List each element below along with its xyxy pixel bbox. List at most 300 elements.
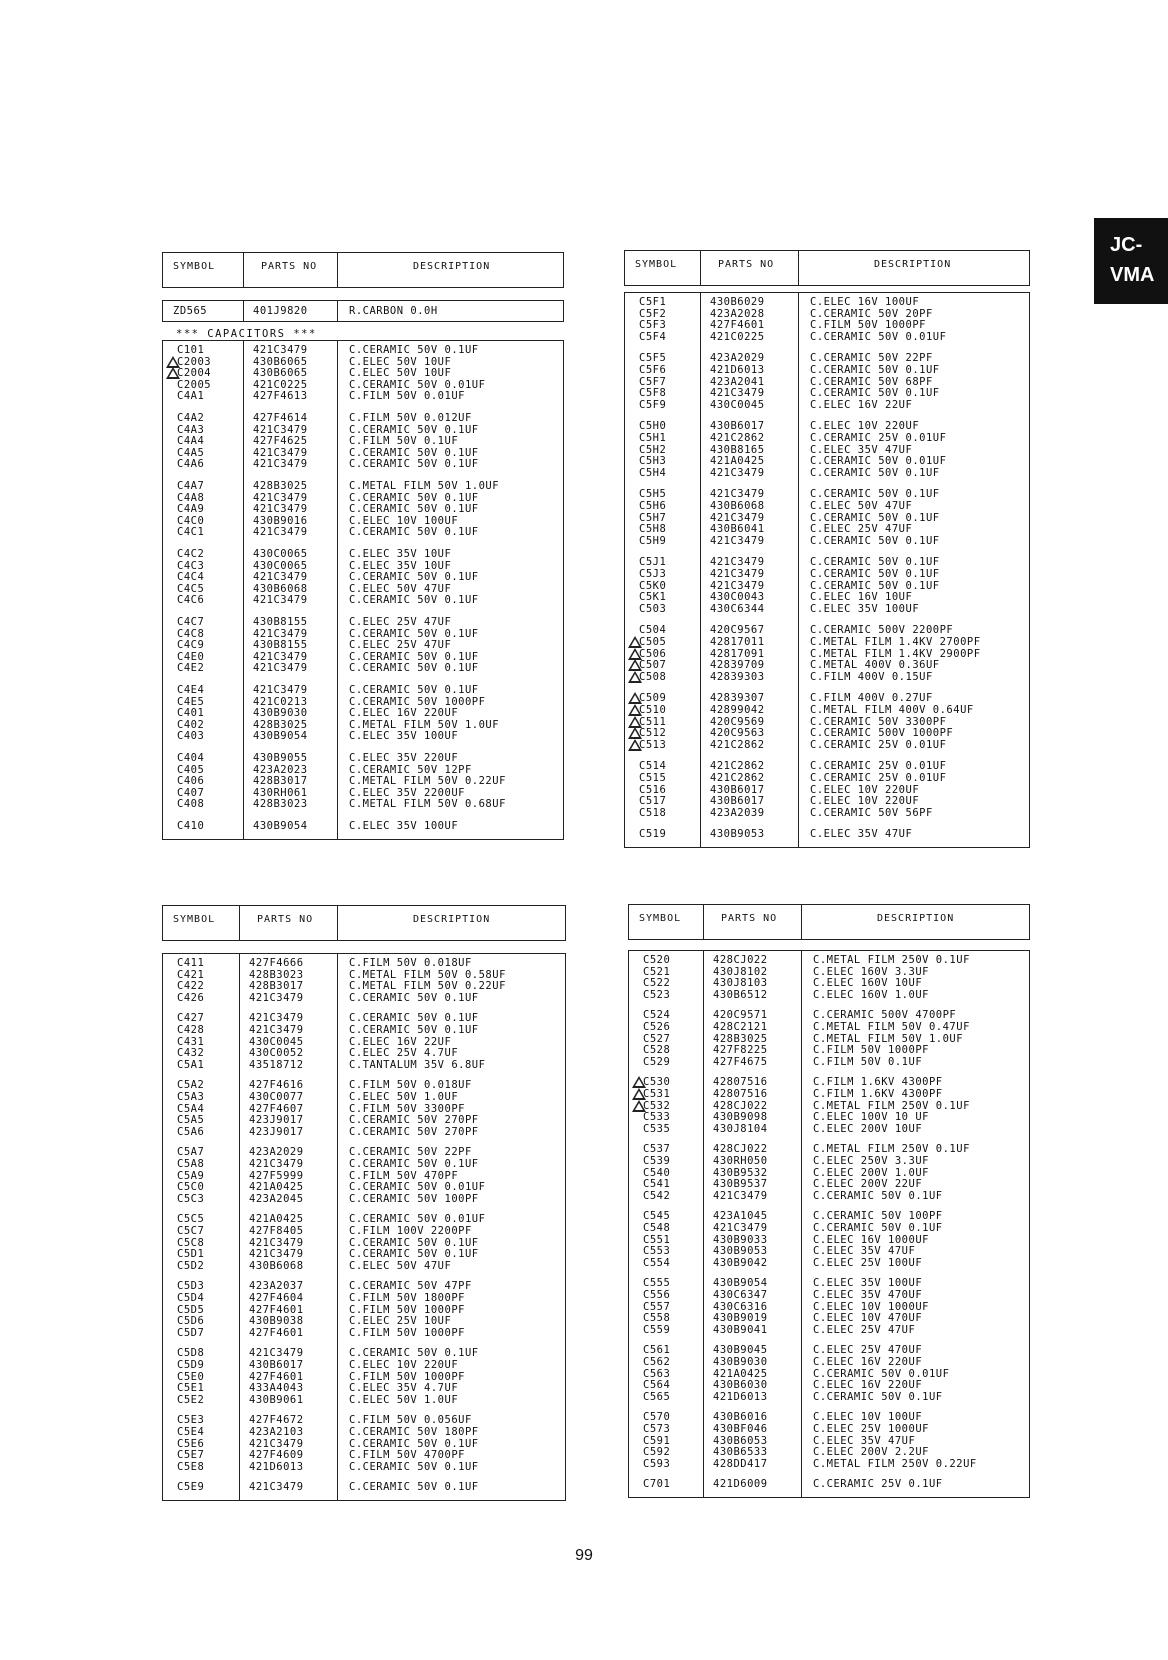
table-row [163, 1360, 565, 1372]
table-row [629, 1191, 1029, 1203]
row-symbol: C514 [639, 760, 667, 773]
row-description: C.ELEC 35V 100UF [813, 1277, 923, 1290]
row-part-no: 42807516 [713, 1076, 768, 1089]
row-description: C.CERAMIC 50V 0.1UF [349, 684, 479, 696]
row-part-no: 428B3025 [713, 1032, 768, 1045]
row-description: C.ELEC 35V 47UF [810, 828, 913, 841]
row-symbol: C5F3 [639, 319, 667, 332]
row-symbol: C403 [177, 730, 205, 743]
row-description: C.ELEC 200V 22UF [813, 1178, 923, 1191]
header-divider [337, 906, 338, 940]
row-description: C.CERAMIC 50V 47PF [349, 1280, 472, 1293]
row-symbol: C2004 [177, 367, 212, 380]
row-part-no: 430B6068 [249, 1259, 304, 1272]
row-part-no: 423A2103 [249, 1426, 304, 1438]
row-description: C.ELEC 16V 22UF [349, 1035, 452, 1048]
row-description: C.CERAMIC 50V 56PF [810, 806, 933, 819]
row-part-no: 428B3017 [253, 775, 308, 788]
row-description: C.ELEC 25V 47UF [349, 616, 452, 628]
row-symbol: C431 [177, 1035, 205, 1048]
row-part-no: 421C3479 [249, 1158, 304, 1170]
row-part-no: 430B9016 [253, 514, 308, 527]
row-symbol: C535 [643, 1122, 671, 1135]
page-number: 99 [575, 1547, 593, 1564]
row-description: C.CERAMIC 50V 270PF [349, 1125, 479, 1138]
header-divider [703, 905, 704, 939]
row-part-no: 430C0065 [253, 559, 308, 572]
row-part-no: 421C3479 [253, 594, 308, 607]
row-description: C.CERAMIC 500V 2200PF [810, 624, 954, 637]
row-symbol: C515 [639, 772, 667, 784]
row-part-no: 421C3479 [253, 423, 308, 436]
row-description: C.METAL FILM 50V 0.22UF [349, 980, 506, 993]
row-part-no: 430J8102 [713, 965, 768, 978]
row-part-no: 428CJ022 [713, 1143, 768, 1156]
header-symbol: SYMBOL [173, 261, 216, 272]
row-symbol: C404 [177, 752, 205, 764]
row-symbol: C5C7 [177, 1225, 205, 1237]
row-symbol: C5D7 [177, 1326, 205, 1339]
row-symbol: C563 [643, 1367, 671, 1380]
row-symbol: C565 [643, 1390, 671, 1403]
row-description: C.METAL FILM 50V 0.58UF [349, 968, 506, 981]
row-description: C.CERAMIC 50V 0.1UF [810, 466, 940, 479]
row-symbol: C5F4 [639, 330, 667, 343]
row-part-no: 433A4043 [249, 1382, 304, 1395]
row-part-no: 430C6347 [713, 1289, 768, 1301]
row-description: C.CERAMIC 50V 0.1UF [349, 503, 479, 516]
row-part-no: 421C3479 [710, 568, 765, 580]
row-symbol: C4C7 [177, 616, 205, 628]
row-description: C.ELEC 35V 2200UF [349, 786, 465, 799]
row-symbol: C4A7 [177, 480, 205, 492]
row-description: C.ELEC 35V 470UF [813, 1289, 923, 1301]
row-symbol: C5E3 [177, 1414, 205, 1427]
preface-box [162, 300, 564, 322]
row-symbol: C532 [643, 1099, 671, 1112]
row-part-no: 428CJ022 [713, 1099, 768, 1112]
row-description: C.FILM 50V 1000PF [349, 1326, 465, 1339]
row-part-no: 420C9569 [710, 715, 765, 728]
table-row [629, 1424, 1029, 1436]
row-symbol: C539 [643, 1155, 671, 1167]
section-title: *** CAPACITORS *** [176, 328, 317, 340]
row-symbol: C557 [643, 1300, 671, 1313]
row-description: C.CERAMIC 50V 0.1UF [349, 594, 479, 607]
row-symbol: C4E4 [177, 684, 205, 696]
row-part-no: 430B9041 [713, 1323, 768, 1336]
row-part-no: 421C2862 [710, 760, 765, 773]
row-description: C.ELEC 35V 4.7UF [349, 1382, 459, 1395]
row-description: C.METAL FILM 250V 0.1UF [813, 954, 970, 966]
table-row [163, 1127, 565, 1139]
table-row [163, 413, 563, 425]
row-description: C.CERAMIC 50V 0.1UF [349, 1158, 479, 1170]
row-description: C.METAL FILM 50V 0.68UF [349, 798, 506, 811]
row-description: C.CERAMIC 50V 0.01UF [810, 455, 947, 468]
row-part-no: 421C3479 [253, 526, 308, 539]
row-part-no: 427F4604 [249, 1292, 304, 1304]
row-symbol: C561 [643, 1344, 671, 1357]
row-description: C.FILM 50V 1800PF [349, 1292, 465, 1304]
row-part-no: 430B9053 [713, 1245, 768, 1258]
row-description: C.ELEC 200V 10UF [813, 1122, 923, 1135]
row-description: C.ELEC 200V 1.0UF [813, 1166, 929, 1179]
column-divider [798, 293, 799, 847]
row-symbol: C5D2 [177, 1259, 205, 1272]
row-symbol: C528 [643, 1044, 671, 1057]
row-description: C.CERAMIC 50V 0.1UF [810, 534, 940, 547]
chapter-tab-line2: VMA [1110, 264, 1155, 286]
header-divider [798, 251, 799, 285]
row-symbol: C5K1 [639, 591, 667, 604]
row-description: C.METAL FILM 50V 0.47UF [813, 1021, 970, 1033]
row-description: C.CERAMIC 50V 100PF [813, 1210, 943, 1223]
row-part-no: 421D6009 [713, 1478, 768, 1491]
row-description: C.ELEC 25V 47UF [810, 523, 913, 536]
row-part-no: 430C0045 [249, 1035, 304, 1048]
table-row [163, 1293, 565, 1305]
table-row [629, 1258, 1029, 1270]
row-symbol: C422 [177, 980, 205, 993]
table-row [625, 365, 1029, 377]
row-description: C.CERAMIC 50V 22PF [810, 352, 933, 365]
row-symbol: C4C4 [177, 571, 205, 584]
row-part-no: 421C3479 [253, 627, 308, 640]
row-description: C.ELEC 10V 470UF [813, 1312, 923, 1325]
row-part-no: 430B9019 [713, 1312, 768, 1325]
row-symbol: C4C1 [177, 526, 205, 539]
row-symbol: C4E0 [177, 650, 205, 663]
row-symbol: C564 [643, 1379, 671, 1392]
row-symbol: C512 [639, 727, 667, 740]
table-body [624, 292, 1030, 848]
row-part-no: 430B9098 [713, 1111, 768, 1124]
row-description: C.ELEC 35V 47UF [813, 1245, 916, 1258]
row-description: C.METAL FILM 1.4KV 2700PF [810, 636, 981, 648]
row-symbol: C558 [643, 1312, 671, 1325]
row-symbol: C4C9 [177, 639, 205, 652]
row-description: C.FILM 50V 4700PF [349, 1449, 465, 1462]
row-part-no: 421C3479 [253, 662, 308, 675]
row-description: C.CERAMIC 50V 0.1UF [810, 387, 940, 400]
table-row [625, 672, 1029, 684]
row-description: C.FILM 50V 3300PF [349, 1102, 465, 1115]
table-row [163, 821, 563, 833]
row-symbol: C523 [643, 988, 671, 1001]
row-part-no: 421C2862 [710, 772, 765, 784]
row-description: C.CERAMIC 50V 0.1UF [349, 662, 479, 675]
row-description: C.ELEC 25V 47UF [813, 1323, 916, 1336]
row-symbol: C5E4 [177, 1426, 205, 1438]
table-row [625, 604, 1029, 616]
row-part-no: 430B9045 [713, 1344, 768, 1357]
row-part-no: 421C3479 [710, 466, 765, 479]
column-divider [243, 301, 244, 321]
row-description: C.ELEC 35V 47UF [810, 443, 913, 456]
row-part-no: 42839709 [710, 659, 765, 672]
row-description: C.CERAMIC 50V 0.1UF [349, 1248, 479, 1261]
row-description: C.ELEC 50V 47UF [349, 1259, 452, 1272]
row-description: C.ELEC 160V 10UF [813, 977, 923, 990]
row-symbol: C5H4 [639, 466, 667, 479]
header-description: DESCRIPTION [413, 914, 491, 925]
row-part-no: 427F4672 [249, 1414, 304, 1427]
row-description: C.CERAMIC 50V 0.1UF [349, 526, 479, 539]
row-part-no: 430B9054 [713, 1277, 768, 1290]
row-symbol: C554 [643, 1256, 671, 1269]
table-row [625, 536, 1029, 548]
row-part-no: 421D6013 [249, 1460, 304, 1473]
row-symbol: C509 [639, 692, 667, 705]
row-symbol: C551 [643, 1233, 671, 1246]
row-symbol: C4A4 [177, 435, 205, 448]
header-parts-no: PARTS NO [261, 261, 318, 272]
column-divider [337, 301, 338, 321]
header-parts-no: PARTS NO [257, 914, 314, 925]
row-description: C.CERAMIC 50V 270PF [349, 1114, 479, 1127]
row-symbol: C548 [643, 1222, 671, 1234]
row-symbol: C5H1 [639, 432, 667, 444]
table-row [163, 1427, 565, 1439]
row-description: C.ELEC 10V 100UF [813, 1411, 923, 1424]
row-description: C.ELEC 10V 220UF [349, 1359, 459, 1371]
row-part-no: 428B3023 [249, 968, 304, 981]
table-row [163, 1194, 565, 1206]
row-symbol: C5A6 [177, 1125, 205, 1138]
row-part-no: 421D6013 [710, 364, 765, 376]
row-part-no: 428CJ022 [713, 954, 768, 966]
table-row [629, 1124, 1029, 1136]
row-description: C.TANTALUM 35V 6.8UF [349, 1058, 486, 1071]
row-description: C.ELEC 25V 47UF [349, 639, 452, 652]
row-description: C.ELEC 100V 10 UF [813, 1111, 929, 1124]
row-part-no: 401J9820 [253, 305, 308, 317]
row-part-no: 430B6512 [713, 988, 768, 1001]
row-description: C.CERAMIC 50V 12PF [349, 763, 472, 776]
row-symbol: C4E2 [177, 662, 205, 675]
row-part-no: 427F4601 [249, 1370, 304, 1383]
row-description: C.ELEC 25V 1000UF [813, 1423, 929, 1435]
row-description: C.CERAMIC 50V 0.1UF [349, 991, 479, 1004]
row-symbol: C541 [643, 1178, 671, 1191]
row-part-no: 42839307 [710, 692, 765, 705]
row-part-no: 421A0425 [249, 1181, 304, 1194]
table-row [163, 1060, 565, 1072]
row-symbol: C592 [643, 1446, 671, 1459]
row-description: C.CERAMIC 50V 0.01UF [813, 1367, 950, 1380]
row-description: C.METAL FILM 1.4KV 2900PF [810, 647, 981, 660]
row-description: C.METAL FILM 50V 1.0UF [813, 1032, 964, 1045]
table-row [163, 481, 563, 493]
row-symbol: C542 [643, 1189, 671, 1202]
table-row [625, 773, 1029, 785]
row-symbol: C432 [177, 1047, 205, 1060]
row-part-no: 430C0077 [249, 1091, 304, 1103]
row-part-no: 430B6065 [253, 355, 308, 368]
row-part-no: 427F8225 [713, 1044, 768, 1057]
table-row [163, 595, 563, 607]
row-description: C.CERAMIC 50V 0.1UF [349, 491, 479, 504]
row-symbol: C4A6 [177, 458, 205, 471]
row-description: C.CERAMIC 50V 0.1UF [810, 556, 940, 569]
row-description: C.FILM 50V 470PF [349, 1169, 459, 1182]
row-symbol: C4A5 [177, 446, 205, 459]
row-symbol: C427 [177, 1012, 205, 1025]
row-symbol: C5F8 [639, 387, 667, 400]
row-part-no: 427F4601 [249, 1326, 304, 1339]
row-part-no: 423A2041 [710, 375, 765, 388]
row-part-no: 427F4625 [253, 435, 308, 448]
row-description: C.CERAMIC 50V 0.1UF [349, 1347, 479, 1360]
row-symbol: C426 [177, 991, 205, 1004]
row-symbol: C508 [639, 670, 667, 683]
row-part-no: 427F4614 [253, 412, 308, 424]
row-symbol: C4E5 [177, 695, 205, 708]
row-symbol: C517 [639, 795, 667, 808]
row-description: C.FILM 400V 0.27UF [810, 692, 933, 705]
row-part-no: 421C3479 [710, 556, 765, 569]
row-symbol: C555 [643, 1277, 671, 1290]
table-row [163, 1395, 565, 1407]
row-description: C.CERAMIC 50V 0.1UF [810, 488, 940, 501]
row-part-no: 42817011 [710, 636, 765, 648]
row-part-no: 421A0425 [713, 1367, 768, 1380]
row-description: C.ELEC 10V 100UF [349, 514, 459, 527]
row-description: C.ELEC 160V 1.0UF [813, 988, 929, 1001]
table-row [625, 400, 1029, 412]
row-symbol: C5E2 [177, 1393, 205, 1406]
row-description: C.CERAMIC 25V 0.01UF [810, 772, 947, 784]
row-description: C.METAL 400V 0.36UF [810, 659, 940, 672]
column-divider [337, 954, 338, 1500]
row-symbol: C5E0 [177, 1370, 205, 1383]
row-symbol: C5J3 [639, 568, 667, 580]
table-body [162, 953, 566, 1501]
row-part-no: 430B6017 [710, 783, 765, 796]
row-part-no: 427F5999 [249, 1169, 304, 1182]
row-symbol: C513 [639, 738, 667, 751]
row-part-no: 427F4601 [710, 319, 765, 332]
row-symbol: C402 [177, 718, 205, 731]
row-part-no: 430C0043 [710, 591, 765, 604]
row-description: C.CERAMIC 50V 0.1UF [349, 1481, 479, 1494]
row-symbol: C5E6 [177, 1437, 205, 1450]
row-part-no: 421C3479 [253, 446, 308, 459]
chapter-tab [1094, 218, 1168, 304]
row-description: C.CERAMIC 50V 0.1UF [810, 579, 940, 592]
row-symbol: C5H7 [639, 511, 667, 524]
table-row [625, 569, 1029, 581]
row-description: C.CERAMIC 500V 1000PF [810, 727, 954, 740]
row-part-no: 427F4613 [253, 390, 308, 403]
row-description: C.CERAMIC 500V 4700PF [813, 1009, 957, 1022]
table-row [163, 993, 565, 1005]
row-part-no: 430B9030 [713, 1356, 768, 1368]
row-description: C.CERAMIC 50V 20PF [810, 307, 933, 320]
row-part-no: 430C6344 [710, 602, 765, 615]
row-part-no: 430BF046 [713, 1423, 768, 1435]
row-symbol: C519 [639, 828, 667, 841]
row-part-no: 421C2862 [710, 432, 765, 444]
row-part-no: 423A2029 [249, 1146, 304, 1159]
table-row [629, 1290, 1029, 1302]
table-row [629, 955, 1029, 967]
row-description: C.ELEC 10V 220UF [810, 795, 920, 808]
row-part-no: 421C3479 [249, 1347, 304, 1360]
row-symbol: C5F2 [639, 307, 667, 320]
row-description: C.CERAMIC 50V 0.1UF [349, 1024, 479, 1036]
header-parts-no: PARTS NO [721, 913, 778, 924]
row-description: C.CERAMIC 50V 3300PF [810, 715, 947, 728]
column-divider [801, 951, 802, 1497]
row-description: C.ELEC 50V 1.0UF [349, 1393, 459, 1406]
row-part-no: 428C2121 [713, 1021, 768, 1033]
row-description: C.ELEC 35V 47UF [813, 1434, 916, 1447]
row-symbol: C5D8 [177, 1347, 205, 1360]
row-part-no: 421C3479 [249, 991, 304, 1004]
row-symbol: C5E7 [177, 1449, 205, 1462]
row-part-no: 428B3023 [253, 798, 308, 811]
row-description: C.METAL FILM 250V 0.1UF [813, 1099, 970, 1112]
header-divider [700, 251, 701, 285]
row-description: C.CERAMIC 50V 0.1UF [349, 344, 479, 356]
row-part-no: 430C0045 [710, 398, 765, 411]
row-symbol: C2005 [177, 378, 212, 391]
row-symbol: C5A1 [177, 1058, 205, 1071]
column-divider [337, 341, 338, 839]
row-part-no: 430B9030 [253, 707, 308, 720]
row-part-no: 430B6068 [253, 582, 308, 595]
row-part-no: 430B9038 [249, 1315, 304, 1328]
row-symbol: C5H6 [639, 500, 667, 512]
row-description: C.CERAMIC 50V 0.1UF [810, 364, 940, 376]
row-description: C.ELEC 35V 100UF [349, 820, 459, 832]
row-description: C.CERAMIC 50V 180PF [349, 1426, 479, 1438]
row-description: C.CERAMIC 50V 0.1UF [349, 458, 479, 471]
row-part-no: 430C0052 [249, 1047, 304, 1060]
row-description: C.CERAMIC 50V 0.01UF [349, 378, 486, 391]
row-description: C.ELEC 35V 100UF [349, 730, 459, 743]
row-symbol: C5E9 [177, 1481, 205, 1494]
row-part-no: 420C9571 [713, 1009, 768, 1022]
row-symbol: C553 [643, 1245, 671, 1258]
table-row [629, 1392, 1029, 1404]
table-row [625, 332, 1029, 344]
row-description: C.ELEC 10V 1000UF [813, 1300, 929, 1313]
table-row [163, 617, 563, 629]
row-part-no: 42899042 [710, 704, 765, 716]
row-description: C.METAL FILM 250V 0.22UF [813, 1457, 977, 1470]
table-header [162, 905, 566, 941]
table-row [629, 1223, 1029, 1235]
row-description: C.ELEC 50V 1.0UF [349, 1091, 459, 1103]
header-symbol: SYMBOL [635, 259, 678, 270]
row-part-no: 430B6041 [710, 523, 765, 536]
row-part-no: 421C3479 [249, 1481, 304, 1494]
row-description: C.CERAMIC 25V 0.01UF [810, 432, 947, 444]
row-part-no: 430B6017 [249, 1359, 304, 1371]
row-symbol: C522 [643, 977, 671, 990]
row-description: C.ELEC 10V 220UF [810, 420, 920, 433]
table-row [629, 1325, 1029, 1337]
row-part-no: 421C0225 [253, 378, 308, 391]
table-row [625, 297, 1029, 309]
row-description: C.FILM 50V 0.018UF [349, 1079, 472, 1092]
row-part-no: 423J9017 [249, 1114, 304, 1127]
row-part-no: 421C0225 [710, 330, 765, 343]
table-row [629, 1156, 1029, 1168]
